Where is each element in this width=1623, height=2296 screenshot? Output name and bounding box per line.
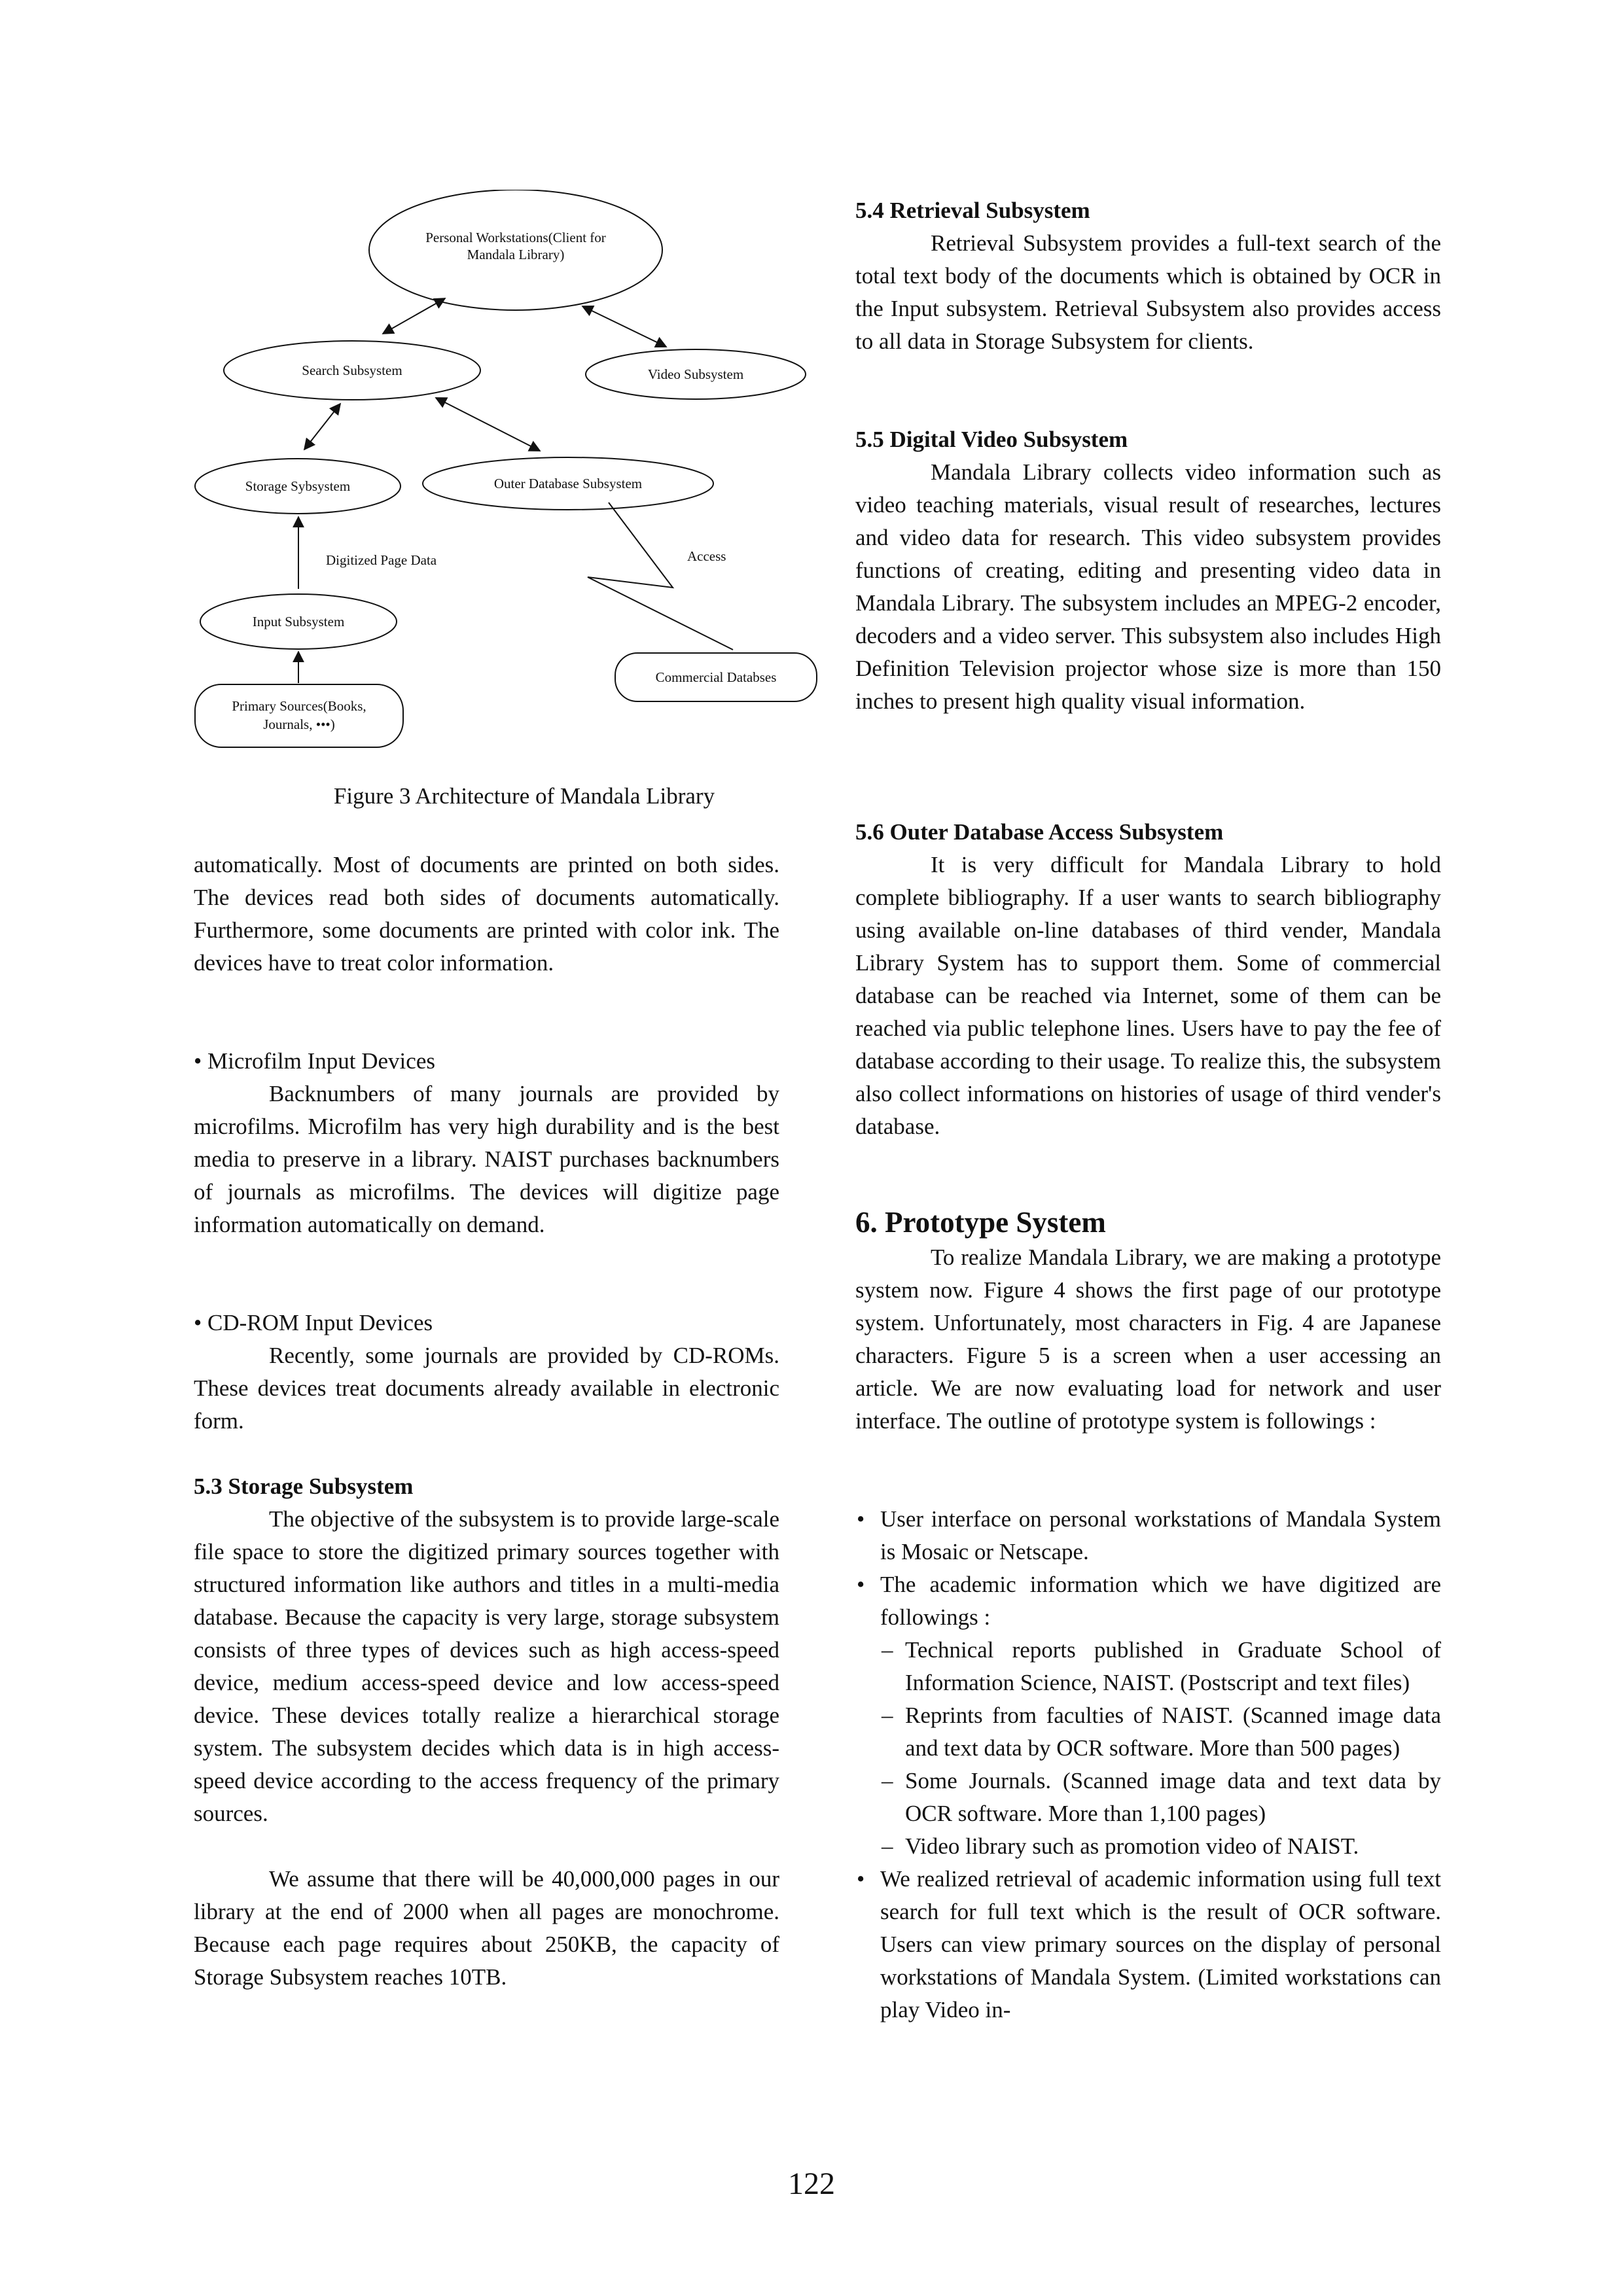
page-number: 122 <box>788 2166 835 2201</box>
cdrom-paragraph: Recently, some journals are provided by CD-ROMs. These devices treat documents already available in electronic form. <box>194 1343 779 1434</box>
edge-outer-commercial-access <box>588 503 733 650</box>
section-5-6-paragraph: It is very difficult for Mandala Library to hold complete bibliography. If a user wants to search bibliography using available on-line databases of third vender, Mandala Library System has to support them. Some of commercial database can be reached via Internet, some of them can be reached via public telephone lines. Users have to pay the fee of database according to their usage. To realize this, the subsystem also collect informations on histories of usage of third vender's database. <box>855 852 1441 1139</box>
node-primary-sources <box>195 684 403 747</box>
architecture-diagram-svg <box>190 190 825 772</box>
digitized-information-sublist <box>880 1634 1441 1863</box>
section-5-5-paragraph: Mandala Library collects video information such as video teaching materials, visual result of researches, lectures and video data for research. This video subsystem provides functions of creating, editing and presenting video data in Mandala Library. The subsystem includes an MPEG-2 encoder, decoders and a video server. This subsystem also includes High Definition Television projector whose size is more than 150 inches to present high quality visual information. <box>855 459 1441 714</box>
prototype-outline-list <box>855 1503 1441 2026</box>
paragraph-continued: automatically. Most of documents are printed on both sides. The devices read both sides of documents automatically. Furthermore, some documents are printed with color ink. The devices have to treat color information. <box>194 852 779 976</box>
node-primary-label-2: Journals, •••) <box>263 716 335 732</box>
node-personal-label-2: Mandala Library) <box>467 247 565 262</box>
subitem-journals: – Some Journals. (Scanned image data and text data by OCR software. More than 1,100 pages) <box>880 1765 1441 1830</box>
subitem-reprints: – Reprints from faculties of NAIST. (Scanned image data and text data by OCR software. More than 500 pages) <box>880 1699 1441 1765</box>
node-primary-label-1: Primary Sources(Books, <box>232 698 366 714</box>
outline-item-digitized-text: The academic information which we have digitized are followings : <box>880 1572 1441 1630</box>
subitem-video-library: – Video library such as promotion video of NAIST. <box>880 1830 1441 1863</box>
node-search-label: Search Subsystem <box>302 362 402 378</box>
node-commercial-label: Commercial Databses <box>655 669 777 685</box>
microfilm-heading: • Microfilm Input Devices <box>194 1048 435 1074</box>
cdrom-heading: • CD-ROM Input Devices <box>194 1310 433 1335</box>
edge-personal-search <box>383 298 445 334</box>
node-video-label: Video Subsystem <box>647 366 744 382</box>
microfilm-paragraph: Backnumbers of many journals are provided by microfilms. Microfilm has very high durability and is the best media to preserve in a library. NAIST purchases backnumbers of journals as microfilms. The devices will digitize page information automatically on demand. <box>194 1081 779 1237</box>
edge-search-outer <box>436 398 540 451</box>
section-5-4-paragraph: Retrieval Subsystem provides a full-text search of the total text body of the documents which is obtained by OCR in the Input subsystem. Retrieval Subsystem also provides access to all data in Storage Subsystem for clients. <box>855 230 1441 354</box>
section-5-3-heading: 5.3 Storage Subsystem <box>194 1474 414 1499</box>
section-5-6-heading: 5.6 Outer Database Access Subsystem <box>855 819 1224 845</box>
outline-item-retrieval: • We realized retrieval of academic information using full text search for full text which is the result of OCR software. Users can view primary sources on the display of personal workstations of Mandala System. (Limited workstations can play Video in- <box>855 1863 1441 2026</box>
edge-label-access: Access <box>687 548 726 564</box>
subitem-technical-reports: – Technical reports published in Graduate School of Information Science, NAIST. (Postscript and text files) <box>880 1634 1441 1699</box>
figure-caption: Figure 3 Architecture of Mandala Library <box>333 783 715 809</box>
node-outer-label: Outer Database Subsystem <box>493 476 643 491</box>
architecture-diagram <box>190 190 825 772</box>
node-personal-label-1: Personal Workstations(Client for <box>425 230 606 245</box>
node-input-label: Input Subsystem <box>252 614 345 629</box>
section-5-5-heading: 5.5 Digital Video Subsystem <box>855 427 1128 452</box>
outline-item-user-interface: • User interface on personal workstations of Mandala System is Mosaic or Netscape. <box>855 1503 1441 1568</box>
section-5-4-heading: 5.4 Retrieval Subsystem <box>855 198 1090 223</box>
section-5-3-paragraph-1: The objective of the subsystem is to provide large-scale file space to store the digitized primary sources together with structured information like authors and titles in a multi-media database. Because the capacity is very large, storage subsystem consists of three types of devices such as high access-speed device, medium access-speed device and low access-speed device. These devices totally realize a hierarchical storage system. The subsystem decides which data is in high access-speed device according to the access frequency of the primary sources. <box>194 1506 779 1826</box>
section-6-paragraph: To realize Mandala Library, we are making a prototype system now. Figure 4 shows the first page of our prototype system. Unfortunately, most characters in Fig. 4 are Japanese characters. Figure 5 is a screen when a user accessing an article. We are now evaluating load for network and user interface. The outline of prototype system is followings : <box>855 1245 1441 1434</box>
section-6-heading: 6. Prototype System <box>855 1206 1106 1239</box>
section-5-3-paragraph-2: We assume that there will be 40,000,000 pages in our library at the end of 2000 when all pages are monochrome. Because each page requires about 250KB, the capacity of Storage Subsystem reaches 10TB. <box>194 1866 779 1990</box>
node-storage-label: Storage Sybsystem <box>245 478 351 494</box>
edge-label-digitized-page-data: Digitized Page Data <box>326 552 437 568</box>
edge-search-storage <box>304 404 340 450</box>
edge-personal-video <box>582 306 666 347</box>
outline-item-digitized-information <box>855 1568 1441 1863</box>
